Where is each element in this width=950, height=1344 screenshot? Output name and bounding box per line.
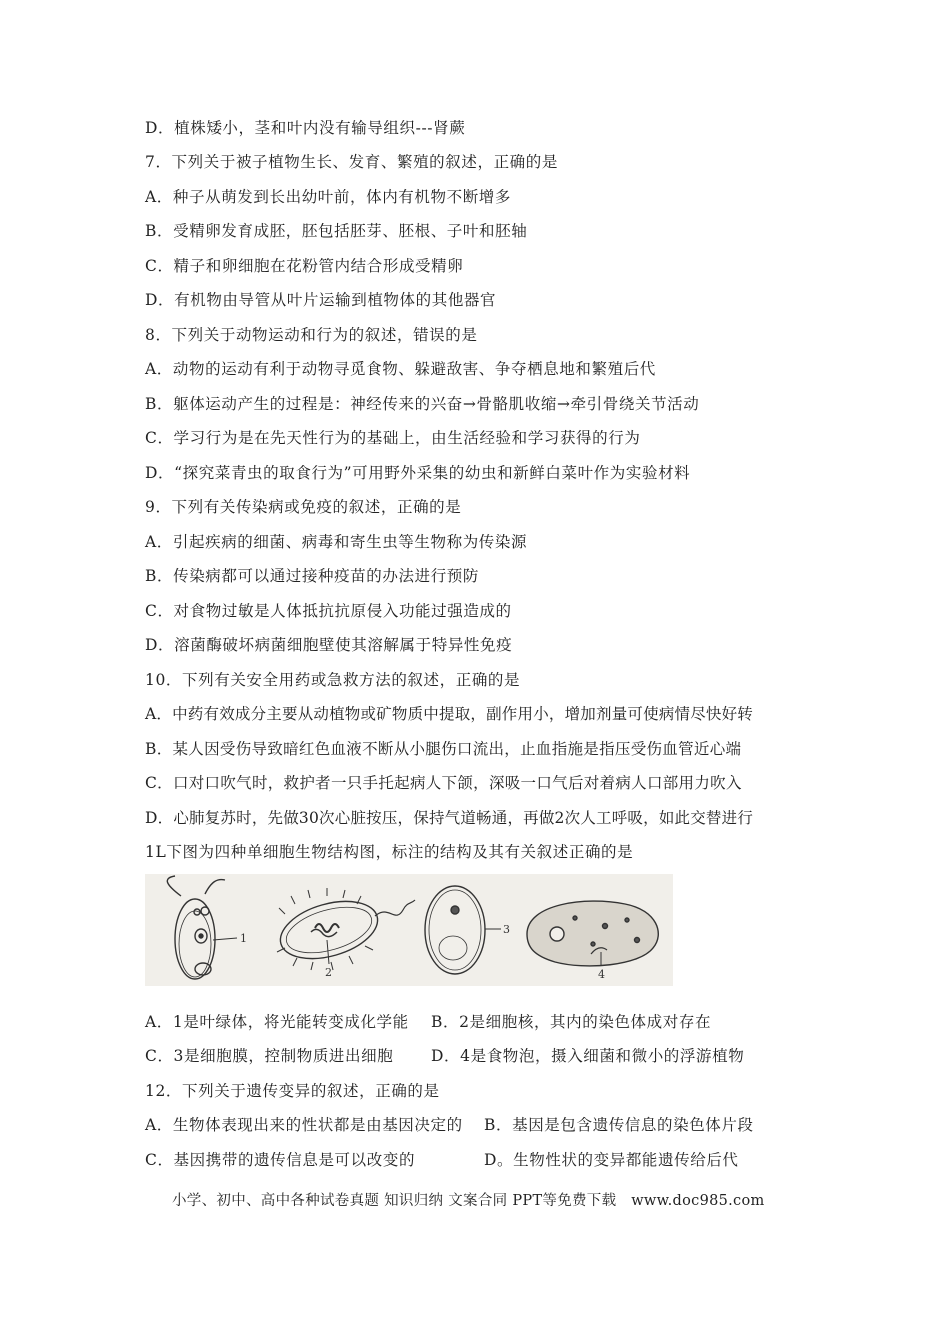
q10-option-d: D．心肺复苏时，先做30次心脏按压，保持气道畅通，再做2次人工呼吸，如此交替进行 <box>145 809 754 827</box>
q12-option-b: B．基因是包含遗传信息的染色体片段 <box>484 1116 754 1134</box>
q7-option-c: C．精子和卵细胞在花粉管内结合形成受精卵 <box>145 257 464 275</box>
q11-option-a: A．1是叶绿体，将光能转变成化学能 <box>145 1013 409 1031</box>
label-3: 3 <box>503 923 510 936</box>
option-d-q6: D．植株矮小，茎和叶内没有输导组织---肾蕨 <box>145 119 466 137</box>
q11-option-c: C．3是细胞膜，控制物质进出细胞 <box>145 1047 394 1065</box>
question-10-stem: 10．下列有关安全用药或急救方法的叙述，正确的是 <box>145 671 521 689</box>
label-2: 2 <box>325 966 332 979</box>
q7-option-a: A．种子从萌发到长出幼叶前，体内有机物不断增多 <box>145 188 511 206</box>
q12-option-a: A．生物体表现出来的性状都是由基因决定的 <box>145 1116 463 1134</box>
q7-option-d: D．有机物由导管从叶片运输到植物体的其他器官 <box>145 291 497 309</box>
question-7-stem: 7．下列关于被子植物生长、发育、繁殖的叙述，正确的是 <box>145 153 558 171</box>
q8-option-a: A．动物的运动有利于动物寻觅食物、躲避敌害、争夺栖息地和繁殖后代 <box>145 360 656 378</box>
footer-banner: 小学、初中、高中各种试卷真题 知识归纳 文案合同 PPT等免费下载 www.doc985.com <box>172 1193 765 1209</box>
label-1: 1 <box>240 932 247 945</box>
q7-option-b: B．受精卵发育成胚，胚包括胚芽、胚根、子叶和胚轴 <box>145 222 528 240</box>
q11-option-d: D．4是食物泡，摄入细菌和微小的浮游植物 <box>431 1047 745 1065</box>
organism-2-drawing <box>274 888 415 970</box>
cell-structure-figure <box>145 874 673 986</box>
q8-option-b: B．躯体运动产生的过程是：神经传来的兴奋→骨骼肌收缩→牵引骨绕关节活动 <box>145 395 700 413</box>
q9-option-d: D．溶菌酶破坏病菌细胞壁使其溶解属于特异性免疫 <box>145 636 513 654</box>
question-9-stem: 9．下列有关传染病或免疫的叙述，正确的是 <box>145 498 462 516</box>
q9-option-b: B．传染病都可以通过接种疫苗的办法进行预防 <box>145 567 479 585</box>
q9-option-a: A．引起疾病的细菌、病毒和寄生虫等生物称为传染源 <box>145 533 528 551</box>
question-12-stem: 12．下列关于遗传变异的叙述，正确的是 <box>145 1082 440 1100</box>
q11-option-b: B．2是细胞核，其内的染色体成对存在 <box>431 1013 712 1031</box>
q9-option-c: C．对食物过敏是人体抵抗抗原侵入功能过强造成的 <box>145 602 512 620</box>
q8-option-d: D．“探究菜青虫的取食行为”可用野外采集的幼虫和新鲜白菜叶作为实验材料 <box>145 464 691 482</box>
label-4: 4 <box>598 968 605 981</box>
q10-option-c: C．口对口吹气时，救护者一只手托起病人下颌，深吸一口气后对着病人口部用力吹入 <box>145 774 742 792</box>
q10-option-a: A．中药有效成分主要从动植物或矿物质中提取，副作用小，增加剂量可使病情尽快好转 <box>145 705 753 723</box>
question-8-stem: 8．下列关于动物运动和行为的叙述，错误的是 <box>145 326 478 344</box>
q12-option-d: D。生物性状的变异都能遗传给后代 <box>484 1151 739 1169</box>
organism-4-drawing <box>527 901 658 966</box>
question-11-stem: 1L下图为四种单细胞生物结构图，标注的结构及其有关叙述正确的是 <box>145 843 634 861</box>
organism-3-drawing <box>425 886 501 974</box>
cell-diagrams <box>145 874 673 986</box>
q10-option-b: B．某人因受伤导致暗红色血液不断从小腿伤口流出，止血指施是指压受伤血管近心端 <box>145 740 742 758</box>
organism-1-drawing <box>167 876 237 979</box>
q8-option-c: C．学习行为是在先天性行为的基础上，由生活经验和学习获得的行为 <box>145 429 641 447</box>
q12-option-c: C．基因携带的遗传信息是可以改变的 <box>145 1151 416 1169</box>
